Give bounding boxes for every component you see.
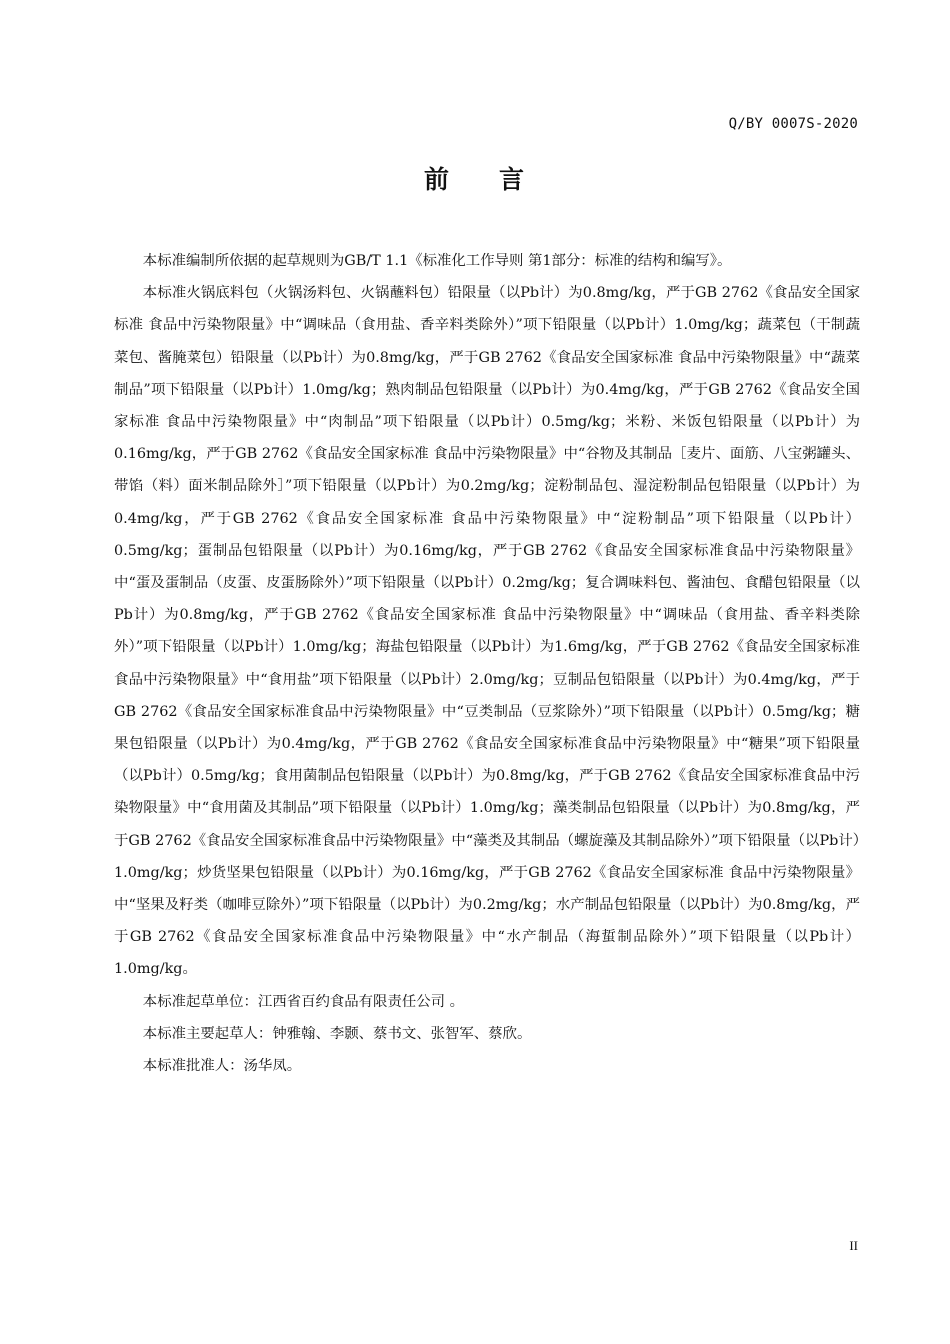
page-title-char-2: 言 bbox=[499, 165, 527, 194]
paragraph-main-drafters: 本标准主要起草人：钟雅翰、李颢、蔡书文、张智军、蔡欣。 bbox=[142, 1025, 532, 1042]
paragraph-drafting-unit: 本标准起草单位：江西省百约食品有限责任公司 。 bbox=[142, 993, 464, 1010]
page-title bbox=[0, 160, 950, 196]
paragraph-drafting-rules: 本标准编制所依据的起草规则为GB/T 1.1《标准化工作导则 第1部分：标准的结构和编写》。 bbox=[142, 253, 732, 269]
page-number: II bbox=[849, 1238, 858, 1253]
paragraph-approver: 本标准批准人：汤华凤。 bbox=[142, 1058, 302, 1075]
foreword-body bbox=[114, 245, 860, 1082]
page-title-char-1: 前 bbox=[423, 165, 451, 194]
paragraph-lead-limits: 本标准火锅底料包（火锅汤料包、火锅蘸料包）铅限量（以Pb计）为0.8mg/kg，严于GB 2762《食品安全国家标准 食品中污染物限量》中“调味品（食用盐、香辛料类除外）”项下铅限量（以Pb计）1.0mg/kg；蔬菜包（干制蔬菜包、酱腌菜包）铅限量（以Pb计）为0.8mg/kg，严于GB 2762《食品安全国家标准 食品中污染物限量》中“蔬菜制品”项下铅限量（以Pb计）1.0mg/kg；熟肉制品包铅限量（以Pb计）为0.4mg/kg，严于GB 2762《食品安全国家标准 食品中污染物限量》中“肉制品”项下铅限量（以Pb计）0.5mg/kg；米粉、米饭包铅限量（以Pb计）为0.16mg/kg，严于GB 2762《食品安全国家标准 食品中污染物限量》中“谷物及其制品［麦片、面筋、八宝粥罐头、带馅（料）面米制品除外］”项下铅限量（以Pb计）为0.2mg/kg；淀粉制品包、湿淀粉制品包铅限量（以Pb计）为0.4mg/kg，严于GB 2762《食品安全国家标准 食品中污染物限量》中“淀粉制品”项下铅限量（以Pb计）0.5mg/kg；蛋制品包铅限量（以Pb计）为0.16mg/kg，严于GB 2762《食品安全国家标准食品中污染物限量》中“蛋及蛋制品（皮蛋、皮蛋肠除外）”项下铅限量（以Pb计）0.2mg/kg；复合调味料包、酱油包、食醋包铅限量（以Pb计）为0.8mg/kg，严于GB 2762《食品安全国家标准 食品中污染物限量》中“调味品（食用盐、香辛料类除外）”项下铅限量（以Pb计）1.0mg/kg；海盐包铅限量（以Pb计）为1.6mg/kg，严于GB 2762《食品安全国家标准食品中污染物限量》中“食用盐”项下铅限量（以Pb计）2.0mg/kg；豆制品包铅限量（以Pb计）为0.4mg/kg，严于GB 2762《食品安全国家标准食品中污染物限量》中“豆类制品（豆浆除外）”项下铅限量（以Pb计）0.5mg/kg；糖果包铅限量（以Pb计）为0.4mg/kg，严于GB 2762《食品安全国家标准食品中污染物限量》中“糖果”项下铅限量（以Pb计）0.5mg/kg；食用菌制品包铅限量（以Pb计）为0.8mg/kg，严于GB 2762《食品安全国家标准食品中污染物限量》中“食用菌及其制品”项下铅限量（以Pb计）1.0mg/kg；藻类制品包铅限量（以Pb计）为0.8mg/kg，严于GB 2762《食品安全国家标准食品中污染物限量》中“藻类及其制品（螺旋藻及其制品除外）”项下铅限量（以Pb计）1.0mg/kg；炒货坚果包铅限量（以Pb计）为0.16mg/kg，严于GB 2762《食品安全国家标准 食品中污染物限量》中“坚果及籽类（咖啡豆除外）”项下铅限量（以Pb计）为0.2mg/kg；水产制品包铅限量（以Pb计）为0.8mg/kg，严于GB 2762《食品安全国家标准食品中污染物限量》中“水产制品（海蜇制品除外）”项下铅限量（以Pb计）1.0mg/kg。 bbox=[114, 285, 860, 978]
standard-code: Q/BY 0007S-2020 bbox=[728, 116, 858, 132]
